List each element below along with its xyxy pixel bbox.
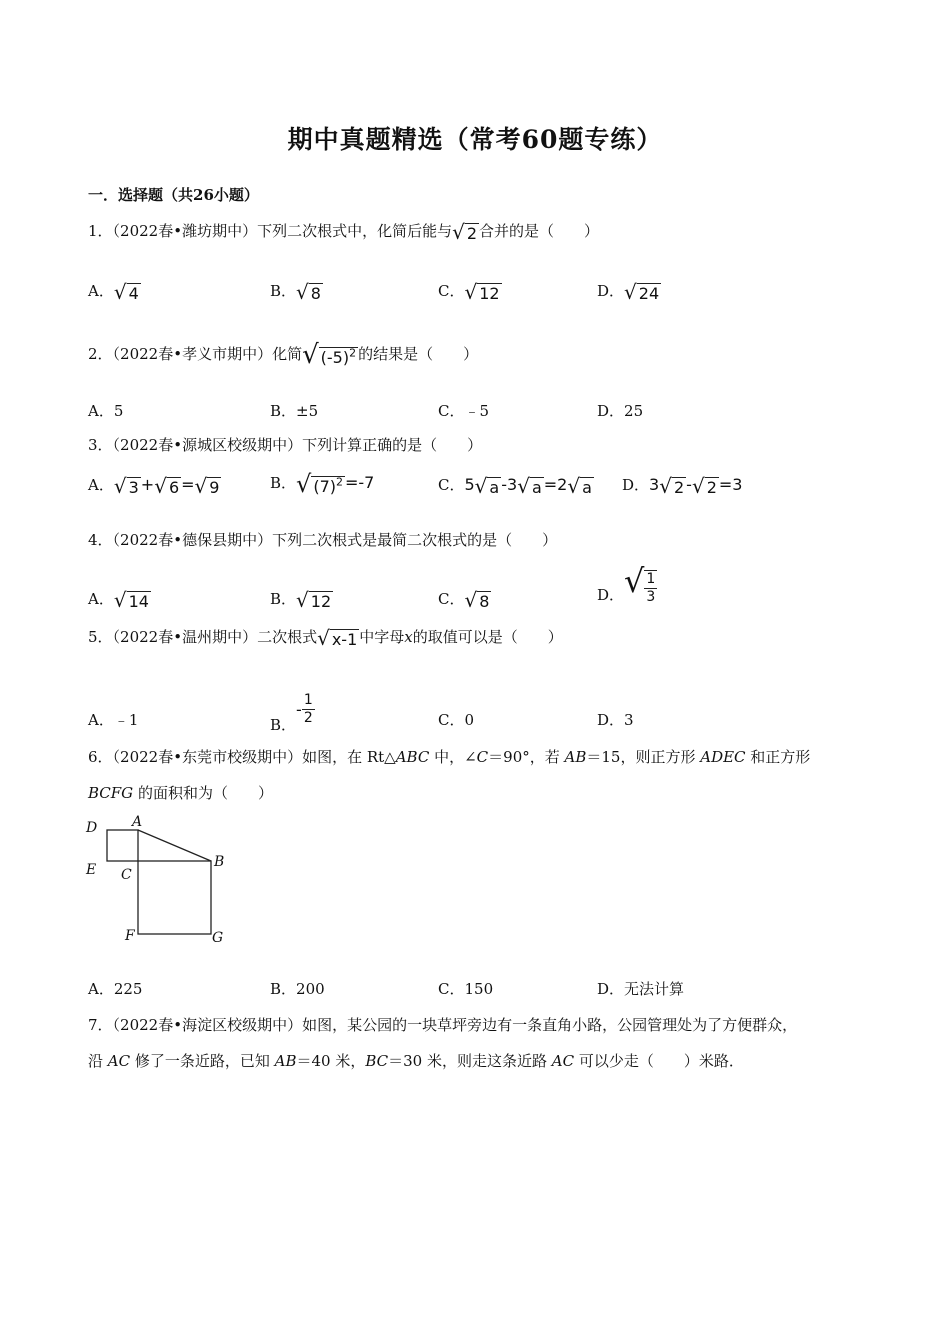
q1-option-d[interactable]: D．√ 24: [597, 280, 660, 304]
q5-option-a[interactable]: A．﹣1: [88, 711, 139, 729]
q2-option-c[interactable]: C．﹣5: [438, 402, 490, 420]
q5-option-c[interactable]: C．0: [438, 711, 475, 729]
label-a: A: [132, 814, 143, 830]
page-title: 期中真题精选（常考60题专练）: [287, 125, 663, 154]
q2-option-b[interactable]: B．±5: [270, 402, 319, 420]
q5-option-d[interactable]: D．3: [597, 711, 634, 729]
q6-option-d[interactable]: D．无法计算: [597, 980, 685, 998]
question-number: 1．: [88, 222, 113, 240]
question-number: 2．: [88, 345, 113, 363]
question-2: [88, 340, 478, 370]
question-text: （2022春•温州期中）二次根式: [112, 628, 318, 646]
question-number: 4．: [88, 531, 113, 549]
question-6-line-2: BCFG 的面积和为（ ）: [88, 784, 273, 802]
q6-option-c[interactable]: C．150: [438, 980, 494, 998]
question-text: （2022春•孝义市期中）化简: [112, 345, 303, 363]
q3-option-a[interactable]: A．√ 3 +√ 6 =√ 9: [88, 474, 220, 498]
question-6: 6．（2022春•东莞市校级期中）如图，在 Rt△ABC 中，∠C＝90°，若 AB＝15，则正方形 ADEC 和正方形: [88, 748, 811, 766]
question-number: 5．: [88, 628, 113, 646]
question-text: （2022春•德保县期中）下列二次根式是最简二次根式的是（ ）: [112, 531, 558, 549]
square-adec: [107, 830, 138, 861]
q3-option-d[interactable]: D．3√ 2 -√ 2 =3: [622, 474, 743, 498]
question-1: [88, 220, 599, 244]
q1-option-a[interactable]: A．√ 4: [88, 280, 139, 304]
question-number: 3．: [88, 436, 113, 454]
q5-option-b[interactable]: B．- $\frac{1}{2}$: [270, 692, 313, 734]
q6-option-a[interactable]: A．225: [88, 980, 143, 998]
label-c: C: [121, 867, 132, 883]
question-5: 5．（2022春•温州期中）二次根式√ x-1 中字母x的取值可以是（ ）: [88, 626, 563, 650]
square-bcfg: [138, 861, 211, 934]
question-7-line-2: 沿 AC 修了一条近路，已知 AB＝40 米，BC＝30 米，则走这条近路 AC 可以少走（ ）米路．: [88, 1052, 744, 1070]
radical: √ $(-5)^2$: [302, 340, 357, 370]
question-text: 的结果是（ ）: [358, 345, 479, 363]
label-e: E: [86, 862, 97, 878]
q1-option-b[interactable]: B．√ 8: [270, 280, 321, 304]
question-number: 6．: [88, 748, 113, 766]
radical: √ x-1: [317, 626, 358, 650]
question-text: （2022春•源城区校级期中）下列计算正确的是（ ）: [112, 436, 483, 454]
radical: √ 2: [452, 220, 478, 244]
label-d: D: [86, 820, 98, 836]
q3-option-b[interactable]: B．√ $(7)^2 =-7$: [270, 470, 375, 498]
q4-option-d[interactable]: D．√ $\frac{1}{3}$: [597, 562, 656, 605]
question-4: [88, 529, 557, 550]
hypotenuse-ab: [138, 830, 211, 861]
question-number: 7．: [88, 1016, 113, 1034]
question-3: [88, 434, 482, 455]
q4-option-c[interactable]: C．√ 8: [438, 588, 490, 612]
label-g: G: [212, 930, 224, 946]
q3-option-c[interactable]: C．5√ a -3√ a =2√ a: [438, 474, 592, 498]
q4-option-a[interactable]: A．√ 14: [88, 588, 149, 612]
question-text: 合并的是（ ）: [479, 222, 600, 240]
q6-figure: [80, 810, 240, 950]
label-b: B: [214, 854, 225, 870]
label-f: F: [125, 928, 135, 944]
q2-option-d[interactable]: D．25: [597, 402, 644, 420]
question-7: 7．（2022春•海淀区校级期中）如图，某公园的一块草坪旁边有一条直角小路，公园管理处为了方便群众，: [88, 1016, 798, 1034]
question-text: （2022春•潍坊期中）下列二次根式中，化简后能与: [112, 222, 453, 240]
section-heading: 一．选择题（共26小题）: [88, 186, 259, 204]
q1-option-c[interactable]: C．√ 12: [438, 280, 500, 304]
q4-option-b[interactable]: B．√ 12: [270, 588, 332, 612]
q2-option-a[interactable]: A．5: [88, 402, 124, 420]
q6-option-b[interactable]: B．200: [270, 980, 325, 998]
